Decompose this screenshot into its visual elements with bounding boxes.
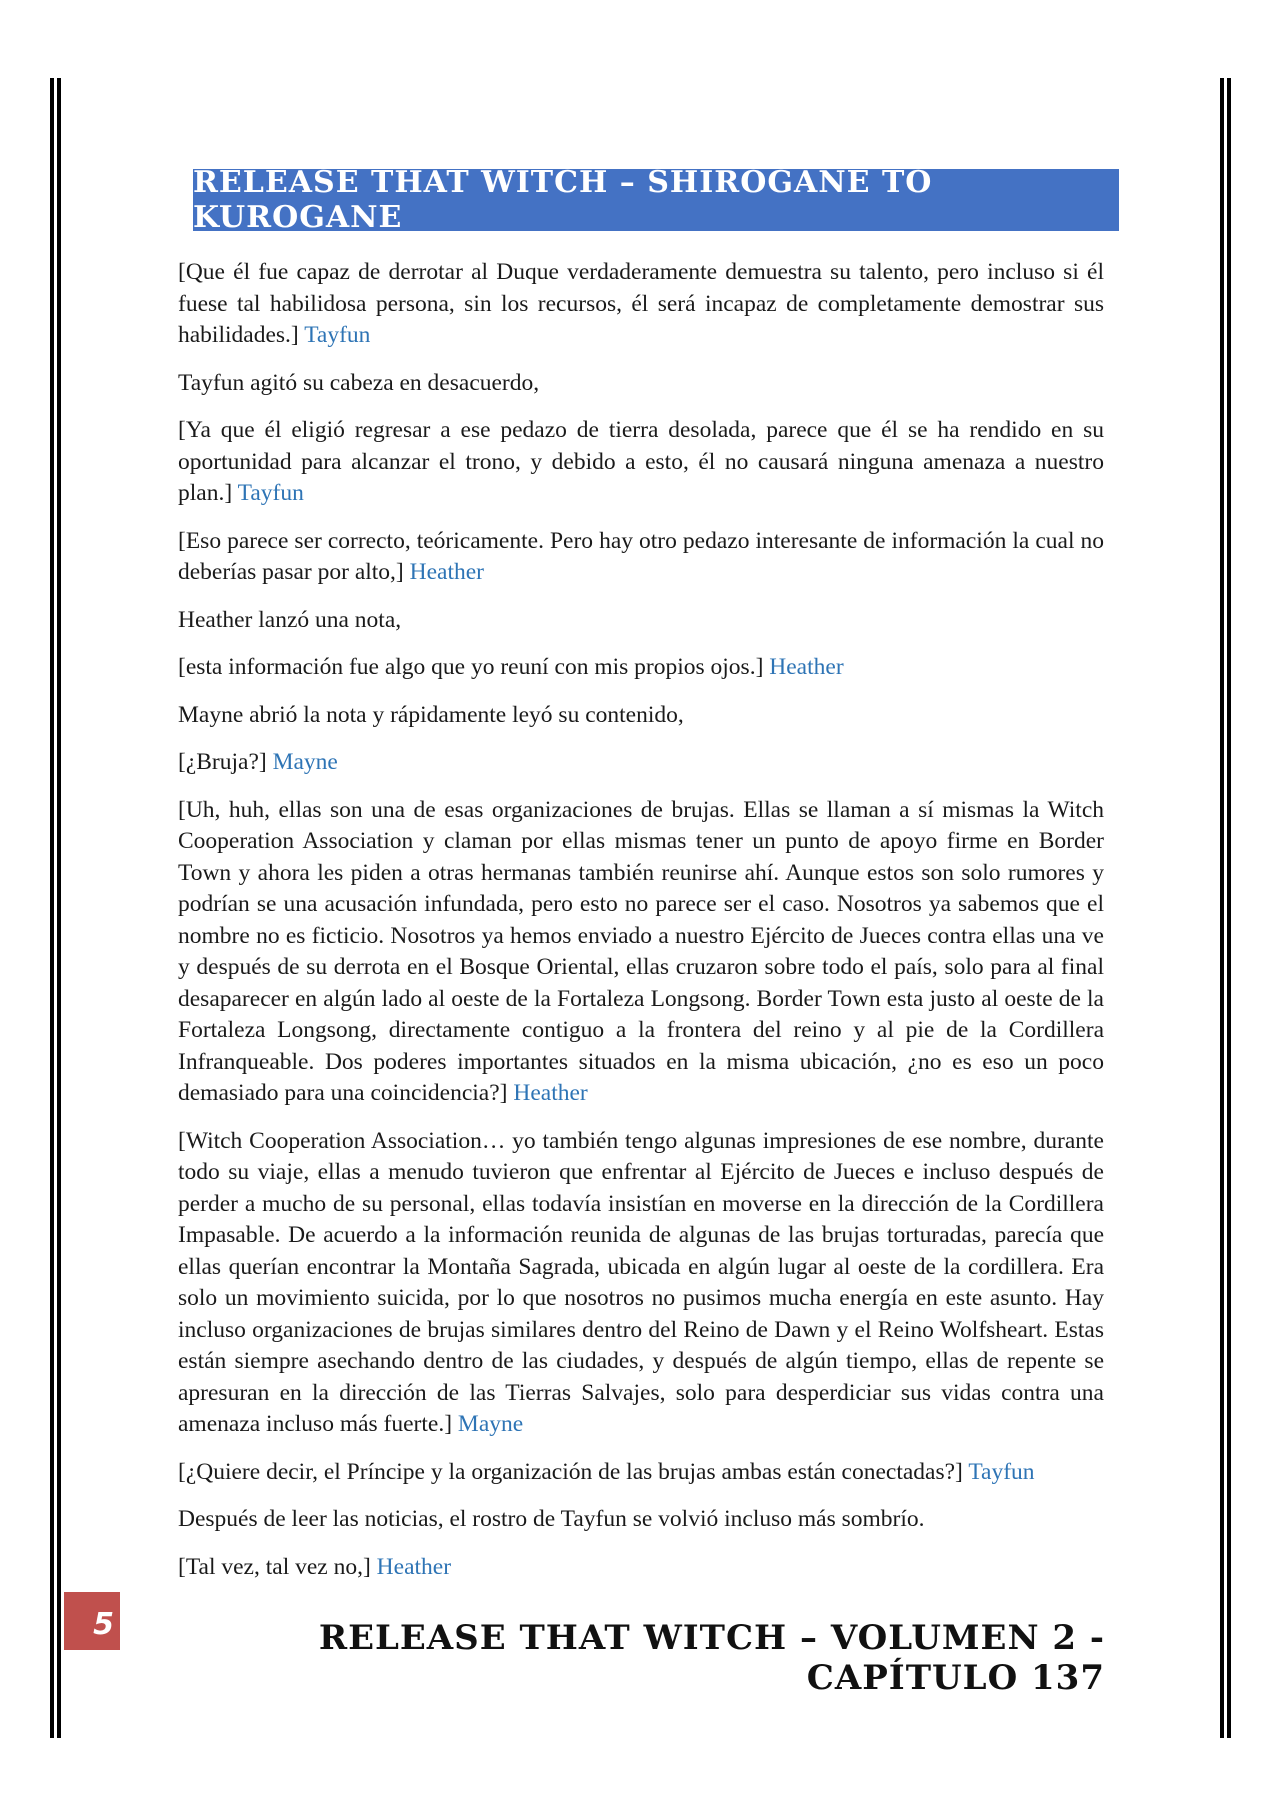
paragraph: [esta información fue algo que yo reuní con mis propios ojos.] Heather [178,654,844,680]
speaker-tag: Mayne [272,749,338,775]
paragraph: [Eso parece ser correcto, teóricamente. Pero hay otro pedazo interesante de información la cual no deberías pasar por alto,] Heather [178,527,1104,585]
right-border-rule-outer [1227,78,1231,1738]
paragraph: [Tal vez, tal vez no,] Heather [178,1553,452,1580]
left-border-rule-outer [50,78,54,1738]
paragraph: Después de leer las noticias, el rostro de Tayfun se volvió incluso más sombrío. [178,1506,925,1532]
paragraph: [¿Quiere decir, el Príncipe y la organización de las brujas ambas están conectadas?] Tayfun [178,1458,1035,1485]
speaker-tag: Heather [376,1553,452,1580]
speaker-tag: Tayfun [237,480,304,506]
paragraph: [Witch Cooperation Association… yo también tengo algunas impresiones de ese nombre, durante todo su viaje, ellas a menudo tuvieron que enfrentar al Ejército de Jueces e incluso después de perder a mucho de su personal, ellas todavía insistían en moverse en la dirección de la Cordillera Impasable. De acuerdo a la información reunida de algunas de las brujas torturadas, parecía que ellas querían encontrar la Montaña Sagrada, ubicada en algún lugar al oeste de la cordillera. Era solo un movimiento suicida, por lo que nosotros no pusimos mucha energía en este asunto. Hay incluso organizaciones de brujas similares dentro del Reino de Dawn y el Reino Wolfsheart. Estas están siempre asechando dentro de las ciudades, y después de algún tiempo, ellas de repente se apresuran en la dirección de las Tierras Salvajes, solo para desperdiciar sus vidas contra una amenaza incluso más fuerte.] Mayne [178,1127,1104,1437]
speaker-tag: Heather [409,559,485,585]
speaker-tag: Tayfun [968,1458,1035,1485]
footer-title: RELEASE THAT WITCH – VOLUMEN 2 - CAPÍTULO 137 [318,1618,1105,1698]
paragraph: [¿Bruja?] Mayne [178,749,338,775]
page-number-underline [64,1650,120,1653]
paragraph: Heather lanzó una nota, [178,606,402,633]
left-border-rule-inner [57,78,61,1738]
right-border-rule-inner [1220,78,1224,1738]
paragraph: Mayne abrió la nota y rápidamente leyó su contenido, [178,701,684,728]
paragraph: [Uh, huh, ellas son una de esas organizaciones de brujas. Ellas se llaman a sí mismas la Witch Cooperation Association y claman por ellas mismas tener un punto de apoyo firme en Border Town y ahora les piden a otras hermanas también reunirse ahí. Aunque estos son solo rumores y podrían se una acusación infundada, pero esto no parece ser el caso. Nosotros ya sabemos que el nombre no es ficticio. Nosotros ya hemos enviado a nuestro Ejército de Jueces contra ellas una ve y después de su derrota en el Bosque Oriental, ellas cruzaron sobre todo el país, solo para al final desaparecer en algún lado al oeste de la Fortaleza Longsong. Border Town esta justo al oeste de la Fortaleza Longsong, directamente contiguo a la frontera del reino y al pie de la Cordillera Infranqueable. Dos poderes importantes situados en la misma ubicación, ¿no es eso un poco demasiado para una coincidencia?] Heather [178,796,1104,1106]
paragraph: [Que él fue capaz de derrotar al Duque verdaderamente demuestra su talento, pero incluso si él fuese tal habilidosa persona, sin los recursos, él será incapaz de completamente demostrar sus habilidades.] Tayfun [178,259,1104,348]
body-text [178,257,1104,1599]
page-number-badge: 5 [64,1592,120,1650]
speaker-tag: Heather [769,654,844,680]
speaker-tag: Heather [513,1080,588,1106]
paragraph: Tayfun agitó su cabeza en desacuerdo, [178,369,540,396]
paragraph: [Ya que él eligió regresar a ese pedazo de tierra desolada, parece que él se ha rendido en su oportunidad para alcanzar el trono, y debido a esto, él no causará ninguna amenaza a nuestro plan.] Tayfun [178,417,1104,506]
speaker-tag: Mayne [457,1411,524,1437]
speaker-tag: Tayfun [304,322,371,348]
header-banner: RELEASE THAT WITCH – SHIROGANE TO KUROGANE [193,169,1119,231]
